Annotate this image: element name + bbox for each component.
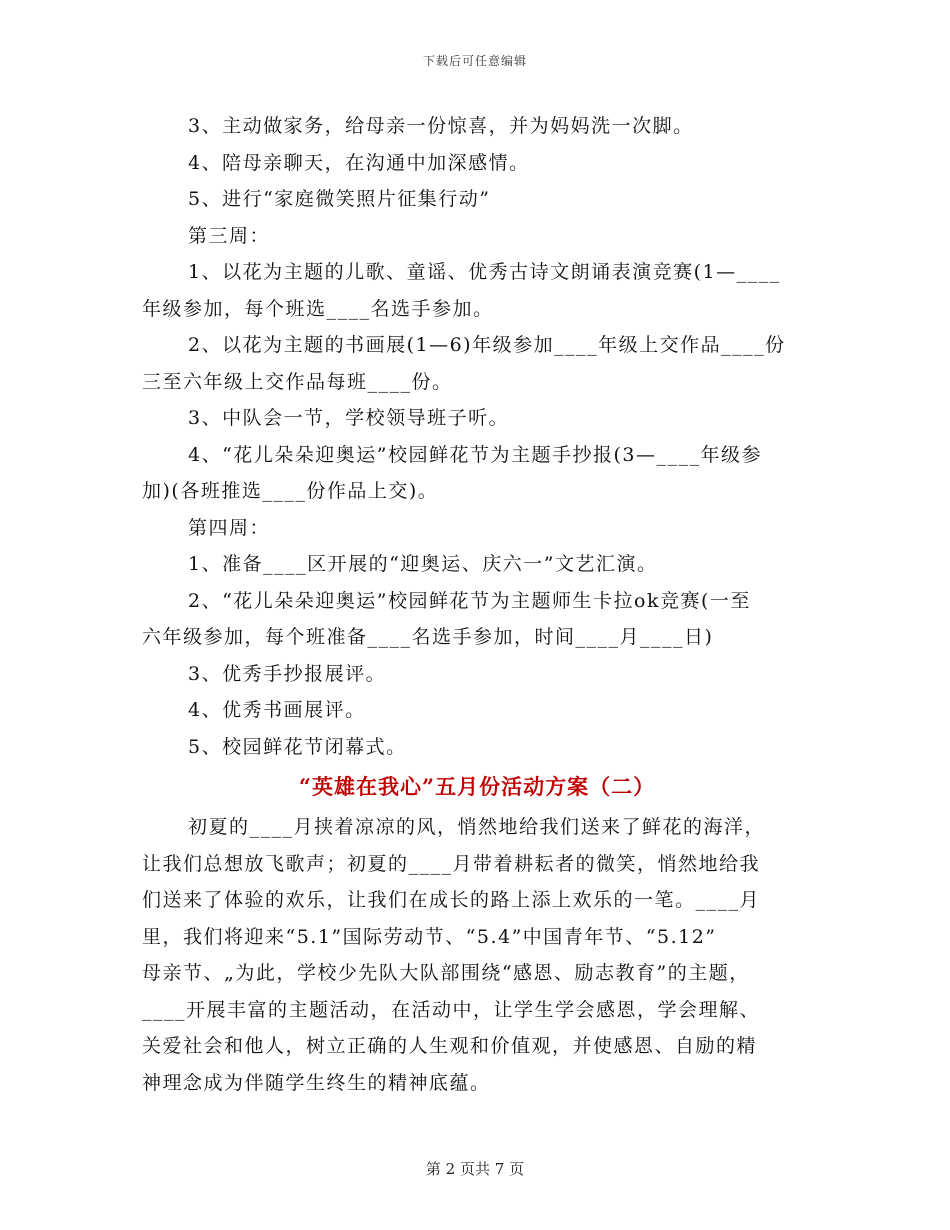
section-heading-week4: 第四周：: [188, 516, 271, 539]
list-item: 5、进行“家庭微笑照片征集行动”: [188, 188, 491, 210]
list-item: 3、中队会一节，学校领导班子听。: [188, 407, 510, 429]
list-item: 2、以花为主题的书画展(1—6)年级参加____年级上交作品____份: [188, 334, 786, 356]
paragraph-line: 初夏的____月挟着凉凉的风，悄然地给我们送来了鲜花的海洋，: [188, 816, 766, 838]
list-item: 4、陪母亲聊天，在沟通中加深感情。: [188, 151, 530, 174]
paragraph-line: 关爱社会和他人，树立正确的人生观和价值观，并使感恩、自励的精: [142, 1035, 758, 1057]
list-item-continuation: 年级参加，每个班选____名选手参加。: [142, 297, 494, 320]
document-body: [142, 108, 812, 1101]
list-item: 1、准备____区开展的“迎奥运、庆六一”文艺汇演。: [188, 553, 658, 575]
paragraph-line: 让我们总想放飞歌声；初夏的____月带着耕耘者的微笑，悄然地给我: [142, 852, 761, 875]
list-item: 4、优秀书画展评。: [188, 699, 366, 721]
section-heading-week3: 第三周：: [188, 224, 271, 247]
paragraph-line: 母亲节、„为此，学校少先队大队部围绕“感恩、励志教育”的主题，: [142, 962, 750, 984]
list-item: 1、以花为主题的儿歌、童谣、优秀古诗文朗诵表演竞赛(1—____: [188, 261, 781, 283]
list-item: 3、优秀手抄报展评。: [188, 662, 387, 685]
paragraph-line: 神理念成为伴随学生终生的精神底蕴。: [142, 1071, 491, 1094]
paragraph-line: 们送来了体验的欢乐，让我们在成长的路上添上欢乐的一笔。____月: [142, 889, 761, 911]
list-item-continuation: 加)(各班推选____份作品上交)。: [142, 480, 439, 502]
list-item: 3、主动做家务，给母亲一份惊喜，并为妈妈洗一次脚。: [188, 115, 694, 137]
list-item: 2、“花儿朵朵迎奥运”校园鲜花节为主题师生卡拉ok竞赛(一至: [188, 589, 751, 612]
section-title: “英雄在我心”五月份活动方案（二）: [298, 774, 656, 799]
list-item-continuation: 六年级参加，每个班准备____名选手参加，时间____月____日): [142, 626, 714, 648]
list-item: 5、校园鲜花节闭幕式。: [188, 735, 407, 758]
list-item: 4、“花儿朵朵迎奥运”校园鲜花节为主题手抄报(3—____年级参: [188, 443, 763, 466]
page-header: 下载后可任意编辑: [422, 54, 527, 68]
list-item-continuation: 三至六年级上交作品每班____份。: [142, 370, 453, 393]
page-footer: 第 2 页共 7 页: [425, 1160, 525, 1178]
paragraph-line: 里，我们将迎来“5.1”国际劳动节、“5.4”中国青年节、“5.12”: [142, 925, 717, 948]
paragraph-line: ____开展丰富的主题活动，在活动中，让学生学会感恩，学会理解、: [142, 998, 761, 1021]
